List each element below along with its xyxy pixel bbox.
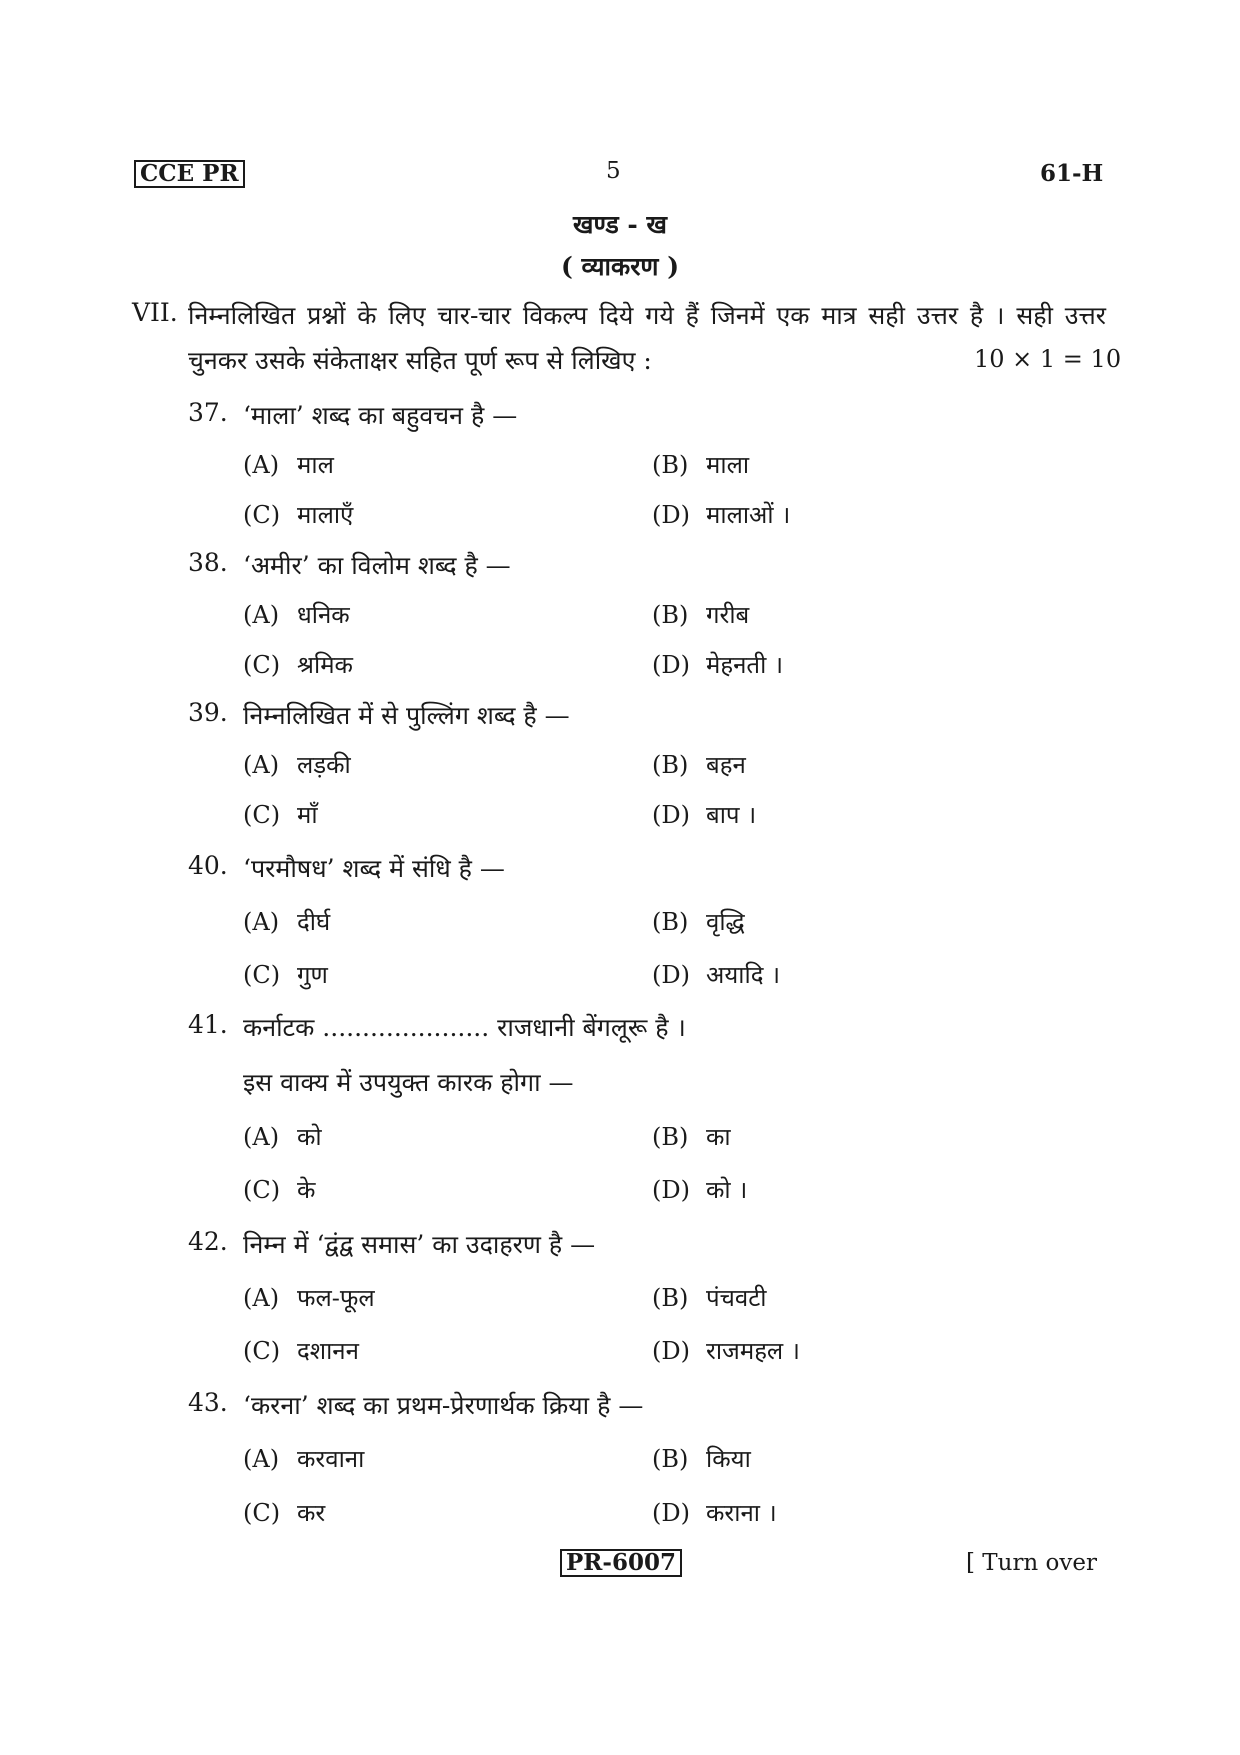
question-text: कर्नाटक ..................... राजधानी बेंगलूरू है । <box>243 1013 686 1042</box>
option-text: माँ <box>297 801 318 829</box>
option-a <box>243 448 334 481</box>
question-text: निम्नलिखित में से पुल्लिंग शब्द है — <box>243 701 570 730</box>
question-number: 41. <box>188 1010 228 1039</box>
option-text: को <box>297 1123 322 1151</box>
option-c <box>243 798 318 831</box>
section-subtitle: ( व्याकरण ) <box>560 252 680 281</box>
option-label: (C) <box>243 501 281 529</box>
option-c <box>243 1496 325 1529</box>
option-text: फल-फूल <box>297 1284 375 1312</box>
option-label: (B) <box>652 1284 689 1312</box>
option-c <box>243 1334 359 1367</box>
option-label: (C) <box>243 1337 281 1365</box>
option-d <box>652 648 783 681</box>
option-text: किया <box>706 1445 751 1473</box>
turn-over-note: [ Turn over <box>966 1550 1098 1576</box>
option-text: गुण <box>297 961 328 989</box>
option-label: (D) <box>652 1176 690 1204</box>
paper-code-badge: CCE PR <box>134 160 245 188</box>
option-label: (A) <box>243 908 280 936</box>
question-number: 43. <box>188 1388 228 1417</box>
option-label: (D) <box>652 1499 690 1527</box>
option-text: का <box>706 1123 731 1151</box>
option-a <box>243 1120 322 1153</box>
option-text: राजमहल । <box>706 1337 800 1365</box>
option-d <box>652 498 790 531</box>
option-text: अयादि । <box>706 961 781 989</box>
option-text: वृद्धि <box>706 908 745 936</box>
question-text: ‘परमौषध’ शब्द में संधि है — <box>243 854 505 883</box>
question-number: 40. <box>188 851 228 880</box>
question-number: 42. <box>188 1227 228 1256</box>
option-d <box>652 1496 777 1529</box>
question-number: 37. <box>188 398 228 427</box>
option-b <box>652 1281 767 1314</box>
option-a <box>243 598 350 631</box>
option-a <box>243 905 330 938</box>
option-b <box>652 448 749 481</box>
option-c <box>243 648 353 681</box>
option-label: (D) <box>652 1337 690 1365</box>
option-text: बाप । <box>706 801 757 829</box>
option-a <box>243 1281 375 1314</box>
option-c <box>243 1173 315 1206</box>
option-label: (C) <box>243 651 281 679</box>
option-d <box>652 1173 747 1206</box>
instruction-line-1: निम्नलिखित प्रश्नों के लिए चार-चार विकल्प दिये गये हैं जिनमें एक मात्र सही उत्तर है । सही उत्तर <box>188 301 1106 330</box>
option-label: (D) <box>652 651 690 679</box>
option-text: गरीब <box>706 601 750 629</box>
question-text: ‘करना’ शब्द का प्रथम-प्रेरणार्थक क्रिया है — <box>243 1391 644 1420</box>
option-text: मेहनती । <box>706 651 784 679</box>
option-text: माला <box>706 451 750 479</box>
option-label: (A) <box>243 1445 280 1473</box>
option-text: बहन <box>706 751 746 779</box>
question-text: निम्न में ‘द्वंद्व समास’ का उदाहरण है — <box>243 1230 596 1259</box>
option-label: (D) <box>652 801 690 829</box>
instruction-line-2: चुनकर उसके संकेताक्षर सहित पूर्ण रूप से लिखिए : <box>188 346 652 375</box>
option-c <box>243 498 353 531</box>
question-number: 38. <box>188 548 228 577</box>
option-text: मालाओं । <box>706 501 791 529</box>
question-subtext: इस वाक्य में उपयुक्त कारक होगा — <box>243 1068 574 1097</box>
option-label: (B) <box>652 1123 689 1151</box>
option-text: पंचवटी <box>706 1284 767 1312</box>
section-title: खण्ड - ख <box>573 210 667 239</box>
option-label: (D) <box>652 961 690 989</box>
option-text: दशानन <box>297 1337 359 1365</box>
option-label: (C) <box>243 1176 281 1204</box>
question-text: ‘माला’ शब्द का बहुवचन है — <box>243 401 518 430</box>
option-b <box>652 748 746 781</box>
option-label: (D) <box>652 501 690 529</box>
option-label: (B) <box>652 601 689 629</box>
option-label: (A) <box>243 751 280 779</box>
option-label: (A) <box>243 1284 280 1312</box>
option-text: करवाना <box>297 1445 365 1473</box>
option-label: (B) <box>652 1445 689 1473</box>
option-b <box>652 598 749 631</box>
question-text: ‘अमीर’ का विलोम शब्द है — <box>243 551 511 580</box>
option-label: (B) <box>652 451 689 479</box>
subject-code: 61-H <box>1040 160 1104 187</box>
option-a <box>243 748 351 781</box>
option-text: लड़की <box>297 751 351 779</box>
page-number: 5 <box>606 158 621 184</box>
option-label: (B) <box>652 751 689 779</box>
option-b <box>652 905 745 938</box>
marks-allocation: 10 × 1 = 10 <box>974 345 1122 373</box>
option-label: (C) <box>243 961 281 989</box>
option-b <box>652 1442 751 1475</box>
option-text: मालाएँ <box>297 501 354 529</box>
option-label: (A) <box>243 451 280 479</box>
option-a <box>243 1442 364 1475</box>
option-d <box>652 798 756 831</box>
option-text: श्रमिक <box>297 651 353 679</box>
option-b <box>652 1120 731 1153</box>
option-text: के <box>297 1176 316 1204</box>
footer-paper-code: PR-6007 <box>560 1549 682 1577</box>
option-label: (C) <box>243 1499 281 1527</box>
option-label: (A) <box>243 1123 280 1151</box>
option-label: (B) <box>652 908 689 936</box>
option-d <box>652 958 780 991</box>
option-text: कराना । <box>706 1499 777 1527</box>
option-text: धनिक <box>297 601 350 629</box>
option-label: (C) <box>243 801 281 829</box>
instruction-number: VII. <box>132 298 178 327</box>
option-label: (A) <box>243 601 280 629</box>
option-c <box>243 958 328 991</box>
question-number: 39. <box>188 698 228 727</box>
option-text: को । <box>706 1176 748 1204</box>
option-text: दीर्घ <box>297 908 331 936</box>
option-text: माल <box>297 451 334 479</box>
option-text: कर <box>297 1499 326 1527</box>
option-d <box>652 1334 800 1367</box>
